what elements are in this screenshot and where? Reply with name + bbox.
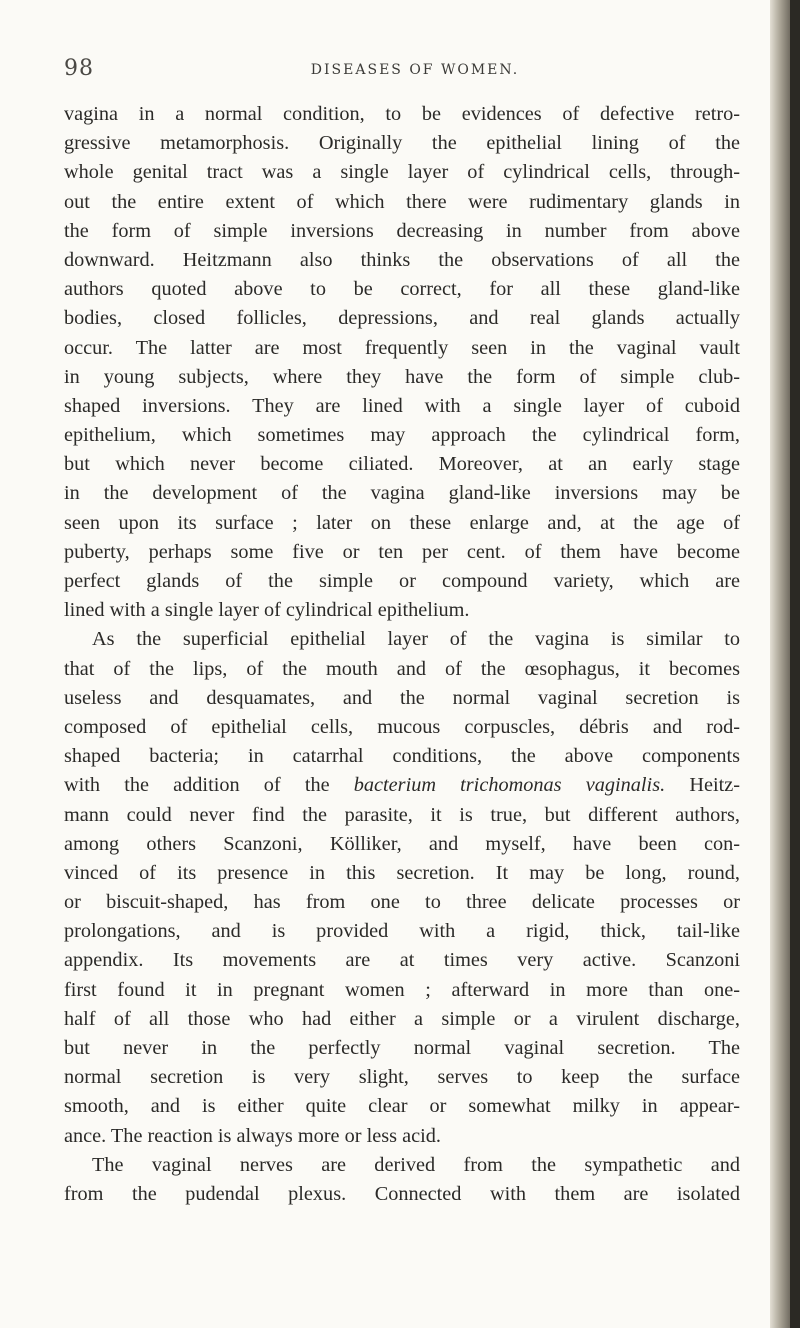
text-line: or biscuit-shaped, has from one to three delicate processes or: [64, 891, 740, 914]
text-line: in young subjects, where they have the form of simple club-: [64, 365, 740, 388]
text-line: the form of simple inversions decreasing in number from above: [64, 219, 740, 242]
text-line: but never in the perfectly normal vaginal secretion. The: [64, 1037, 740, 1059]
text-line: useless and desquamates, and the normal vaginal secretion is: [64, 686, 740, 709]
text-line: normal secretion is very slight, serves to keep the surface: [64, 1066, 740, 1089]
text-line: smooth, and is either quite clear or somewhat milky in appear-: [64, 1095, 740, 1118]
text-line: whole genital tract was a single layer of cylindrical cells, through-: [64, 161, 740, 184]
text-line: shaped bacteria; in catarrhal conditions, the above components: [64, 745, 740, 768]
text-line: perfect glands of the simple or compound variety, which are: [64, 570, 740, 592]
text-line: occur. The latter are most frequently seen in the vaginal vault: [64, 336, 740, 359]
page-edge-dark: [790, 0, 800, 1328]
text-line-paragraph-start: The vaginal nerves are derived from the sympathetic and: [92, 1153, 740, 1176]
text-line: seen upon its surface ; later on these enlarge and, at the age of: [64, 511, 740, 534]
page-number: 98: [64, 56, 94, 81]
text-line: out the entire extent of which there were rudimentary glands in: [64, 190, 740, 213]
text-line: vagina in a normal condition, to be evidences of defective retro-: [64, 103, 740, 125]
text-line: composed of epithelial cells, mucous corpuscles, débris and rod-: [64, 715, 740, 738]
text-line: mann could never find the parasite, it is true, but different authors,: [64, 803, 740, 826]
text-run: Heitz-: [665, 774, 740, 797]
text-run: with the addition of the: [64, 774, 354, 797]
text-line: among others Scanzoni, Kölliker, and myself, have been con-: [64, 832, 740, 855]
text-line: vinced of its presence in this secretion. It may be long, round,: [64, 861, 740, 884]
text-line: bodies, closed follicles, depressions, and real glands actually: [64, 307, 740, 330]
text-line: but which never become ciliated. Moreover, at an early stage: [64, 453, 740, 476]
text-line-with-italic: [64, 771, 740, 800]
italic-term: bacterium trichomonas vaginalis.: [353, 774, 666, 797]
text-line: authors quoted above to be correct, for all these gland-like: [64, 278, 740, 301]
text-line-paragraph-start: As the superficial epithelial layer of the vagina is similar to: [92, 628, 740, 651]
text-line: that of the lips, of the mouth and of the œsophagus, it becomes: [64, 657, 740, 680]
text-line: first found it in pregnant women ; afterward in more than one-: [64, 978, 740, 1001]
text-line: in the development of the vagina gland-like inversions may be: [64, 482, 740, 505]
text-line: epithelium, which sometimes may approach the cylindrical form,: [64, 424, 740, 447]
text-line: half of all those who had either a simple or a virulent discharge,: [64, 1007, 740, 1030]
text-line: downward. Heitzmann also thinks the observations of all the: [64, 248, 740, 271]
text-line-paragraph-end: lined with a single layer of cylindrical epithelium.: [64, 599, 470, 622]
text-line: puberty, perhaps some five or ten per cent. of them have become: [64, 540, 740, 563]
text-line: prolongations, and is provided with a rigid, thick, tail-like: [64, 920, 740, 943]
text-line: shaped inversions. They are lined with a single layer of cuboid: [64, 394, 740, 417]
running-title: DISEASES OF WOMEN.: [310, 62, 520, 78]
text-line: appendix. Its movements are at times very active. Scanzoni: [64, 949, 740, 972]
body-text: [64, 100, 740, 1209]
text-line-paragraph-end: ance. The reaction is always more or less acid.: [64, 1124, 441, 1147]
text-line: gressive metamorphosis. Originally the epithelial lining of the: [64, 132, 740, 155]
text-line: from the pudendal plexus. Connected with them are isolated: [64, 1182, 740, 1205]
running-head: [0, 62, 800, 78]
